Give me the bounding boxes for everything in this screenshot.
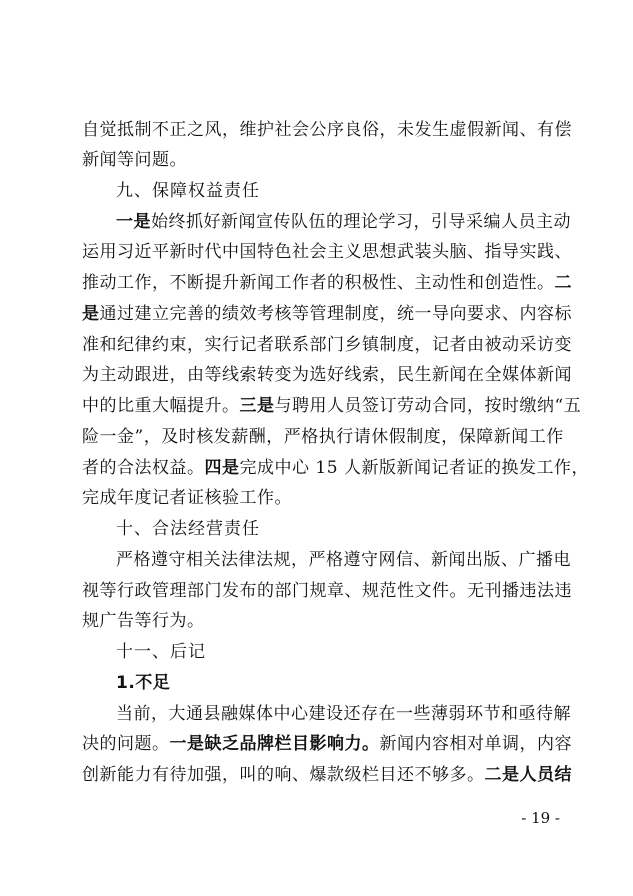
text-run: 自觉抵制不正之风，维护社会公序良俗，未发生虚假新闻、有偿 [82,120,572,140]
body-line [82,114,572,146]
body-line [82,329,572,361]
bold-text: 二是人员结 [484,765,572,785]
text-run: 十、合法经营责任 [116,519,260,539]
subsection-heading [116,667,554,699]
text-run: 创新能力有待加强，叫的响、爆款级栏目还不够多。 [82,765,485,785]
text-run: 始终抓好新闻宣传队伍的理论学习，引导采编人员主动 [151,212,571,232]
text-run: 决的问题。 [82,734,170,754]
text-run: 通过建立完善的绩效考核等管理制度，统一导向要求、内容标 [99,304,572,324]
body-line [82,482,554,514]
section-heading [116,636,554,668]
section-heading [116,175,554,207]
text-run: 九、保障权益责任 [116,181,260,201]
bold-text: 1.不足 [116,673,171,693]
body-line [82,759,572,791]
body-line [82,452,589,484]
bold-text: 二 [554,273,572,293]
body-line [82,359,572,391]
body-line [82,144,554,176]
text-run: 新闻等问题。 [82,150,187,170]
text-run: 新闻内容相对单调，内容 [379,734,572,754]
text-run: 与聘用人员签订劳动合同，按时缴纳“五 [274,396,582,416]
bold-text: 是 [82,304,100,324]
body-line [116,698,571,730]
section-heading [116,513,554,545]
body-line [82,421,564,453]
bold-text: 三是 [239,396,275,416]
text-run: 十一、后记 [116,642,206,662]
body-line [116,206,571,238]
text-run: 视等行政管理部门发布的部门规章、规范性文件。无刊播违法违 [82,581,572,601]
body-line [82,605,554,637]
text-run: 当前，大通县融媒体中心建设还存在一些薄弱环节和亟待解 [116,704,571,724]
text-run: 完成中心 15 人新版新闻记者证的换发工作， [239,458,589,478]
text-run: 严格遵守相关法律法规，严格遵守网信、新闻出版、广播电 [116,550,571,570]
body-line [82,298,572,330]
body-line [82,267,572,299]
page-number: - 19 - [521,809,560,827]
bold-text: 一是缺乏品牌栏目影响力。 [169,734,380,754]
body-line [82,728,572,760]
body-line [82,236,572,268]
text-run: 中的比重大幅提升。 [82,396,240,416]
body-line [116,544,571,576]
text-run: 完成年度记者证核验工作。 [82,488,292,508]
body-line [82,575,572,607]
body-line [82,390,582,422]
text-run: 规广告等行为。 [82,611,205,631]
text-run: 险一金”，及时核发薪酬，严格执行请休假制度，保障新闻工作 [82,427,564,447]
bold-text: 一是 [116,212,151,232]
text-run: 准和纪律约束，实行记者联系部门乡镇制度，记者由被动采访变 [82,335,572,355]
text-run: 者的合法权益。 [82,458,205,478]
bold-text: 四是 [204,458,240,478]
text-run: 运用习近平新时代中国特色社会主义思想武装头脑、指导实践、 [82,242,572,262]
text-run: 推动工作，不断提升新闻工作者的积极性、主动性和创造性。 [82,273,555,293]
text-run: 为主动跟进，由等线索转变为选好线索，民生新闻在全媒体新闻 [82,365,572,385]
